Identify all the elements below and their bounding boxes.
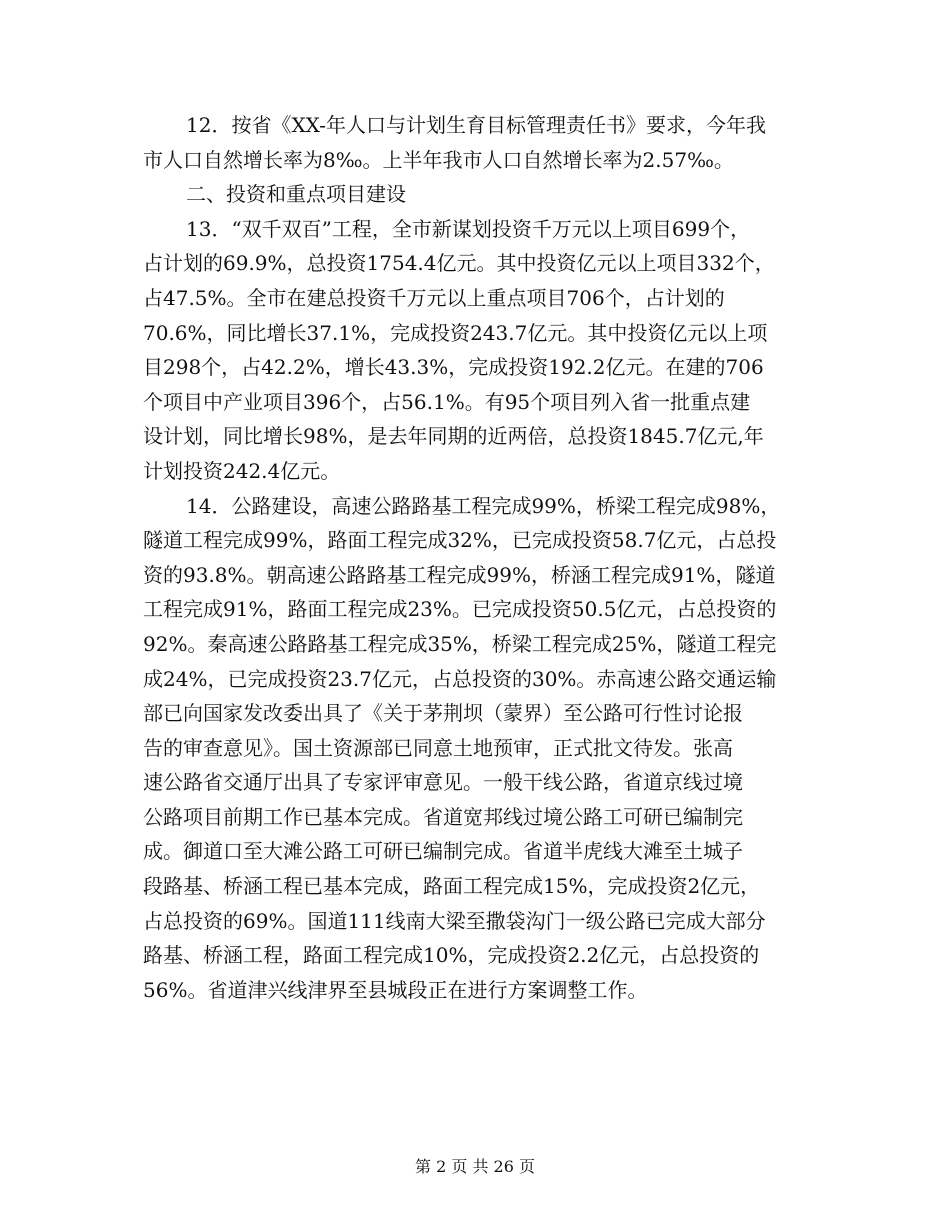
text-line: 市人口自然增长率为8‰。上半年我市人口自然增长率为2.57‰。 bbox=[143, 147, 734, 172]
page-number-footer: 第 2 页 共 26 页 bbox=[415, 1157, 535, 1176]
text-line: 成。御道口至大滩公路工可研已编制完成。省道半虎线大滩至土城子 bbox=[143, 839, 743, 864]
text-line: 设计划，同比增长98%，是去年同期的近两倍，总投资1845.7亿元,年 bbox=[143, 424, 764, 449]
text-line: 目298个，占42.2%，增长43.3%，完成投资192.2亿元。在建的706 bbox=[143, 355, 764, 380]
text-line: 12．按省《XX-年人口与计划生育目标管理责任书》要求，今年我 bbox=[186, 113, 766, 137]
paragraph-12 bbox=[143, 108, 813, 177]
document-body bbox=[143, 108, 813, 1007]
paragraph-14 bbox=[143, 489, 813, 1008]
text-line: 占47.5%。全市在建总投资千万元以上重点项目706个，占计划的 bbox=[143, 285, 725, 310]
text-line: 14．公路建设，高速公路路基工程完成99%，桥梁工程完成98%， bbox=[186, 493, 781, 518]
text-line: 资的93.8%。朝高速公路路基工程完成99%，桥涵工程完成91%，隧道 bbox=[143, 562, 776, 587]
paragraph-13 bbox=[143, 212, 813, 489]
text-line: 路基、桥涵工程，路面工程完成10%，完成投资2.2亿元，占总投资的 bbox=[143, 943, 760, 968]
text-line: 个项目中产业项目396个，占56.1%。有95个项目列入省一批重点建 bbox=[143, 389, 751, 414]
text-line: 告的审查意见》。国土资源部已同意土地预审，正式批文待发。张高 bbox=[143, 735, 733, 760]
text-line: 段路基、桥涵工程已基本完成，路面工程完成15%，完成投资2亿元， bbox=[143, 874, 761, 899]
text-line: 占计划的69.9%，总投资1754.4亿元。其中投资亿元以上项目332个， bbox=[143, 251, 775, 276]
text-line: 成24%，已完成投资23.7亿元，占总投资的30%。赤高速公路交通运输 bbox=[143, 666, 777, 691]
text-line: 公路项目前期工作已基本完成。省道宽邦线过境公路工可研已编制完 bbox=[143, 804, 743, 829]
text-line: 部已向国家发改委出具了《关于茅荆坝（蒙界）至公路可行性讨论报 bbox=[143, 701, 743, 726]
text-line: 70.6%，同比增长37.1%，完成投资243.7亿元。其中投资亿元以上项 bbox=[143, 320, 768, 345]
text-line: 计划投资242.4亿元。 bbox=[143, 458, 341, 483]
heading-line: 二、投资和重点项目建设 bbox=[186, 182, 406, 207]
text-line: 92%。秦高速公路路基工程完成35%，桥梁工程完成25%，隧道工程完 bbox=[143, 631, 777, 656]
text-line: 13．“双千双百”工程，全市新谋划投资千万元以上项目699个， bbox=[186, 216, 751, 241]
text-line: 工程完成91%，路面工程完成23%。已完成投资50.5亿元，占总投资的 bbox=[143, 597, 777, 622]
text-line: 占总投资的69%。国道111线南大梁至撒袋沟门一级公路已完成大部分 bbox=[143, 908, 766, 933]
section-heading bbox=[143, 177, 813, 212]
text-line: 速公路省交通厅出具了专家评审意见。一般干线公路，省道京线过境 bbox=[143, 770, 743, 795]
text-line: 隧道工程完成99%，路面工程完成32%，已完成投资58.7亿元，占总投 bbox=[143, 528, 777, 553]
text-line: 56%。省道津兴线津界至县城段正在进行方案调整工作。 bbox=[143, 977, 648, 1002]
